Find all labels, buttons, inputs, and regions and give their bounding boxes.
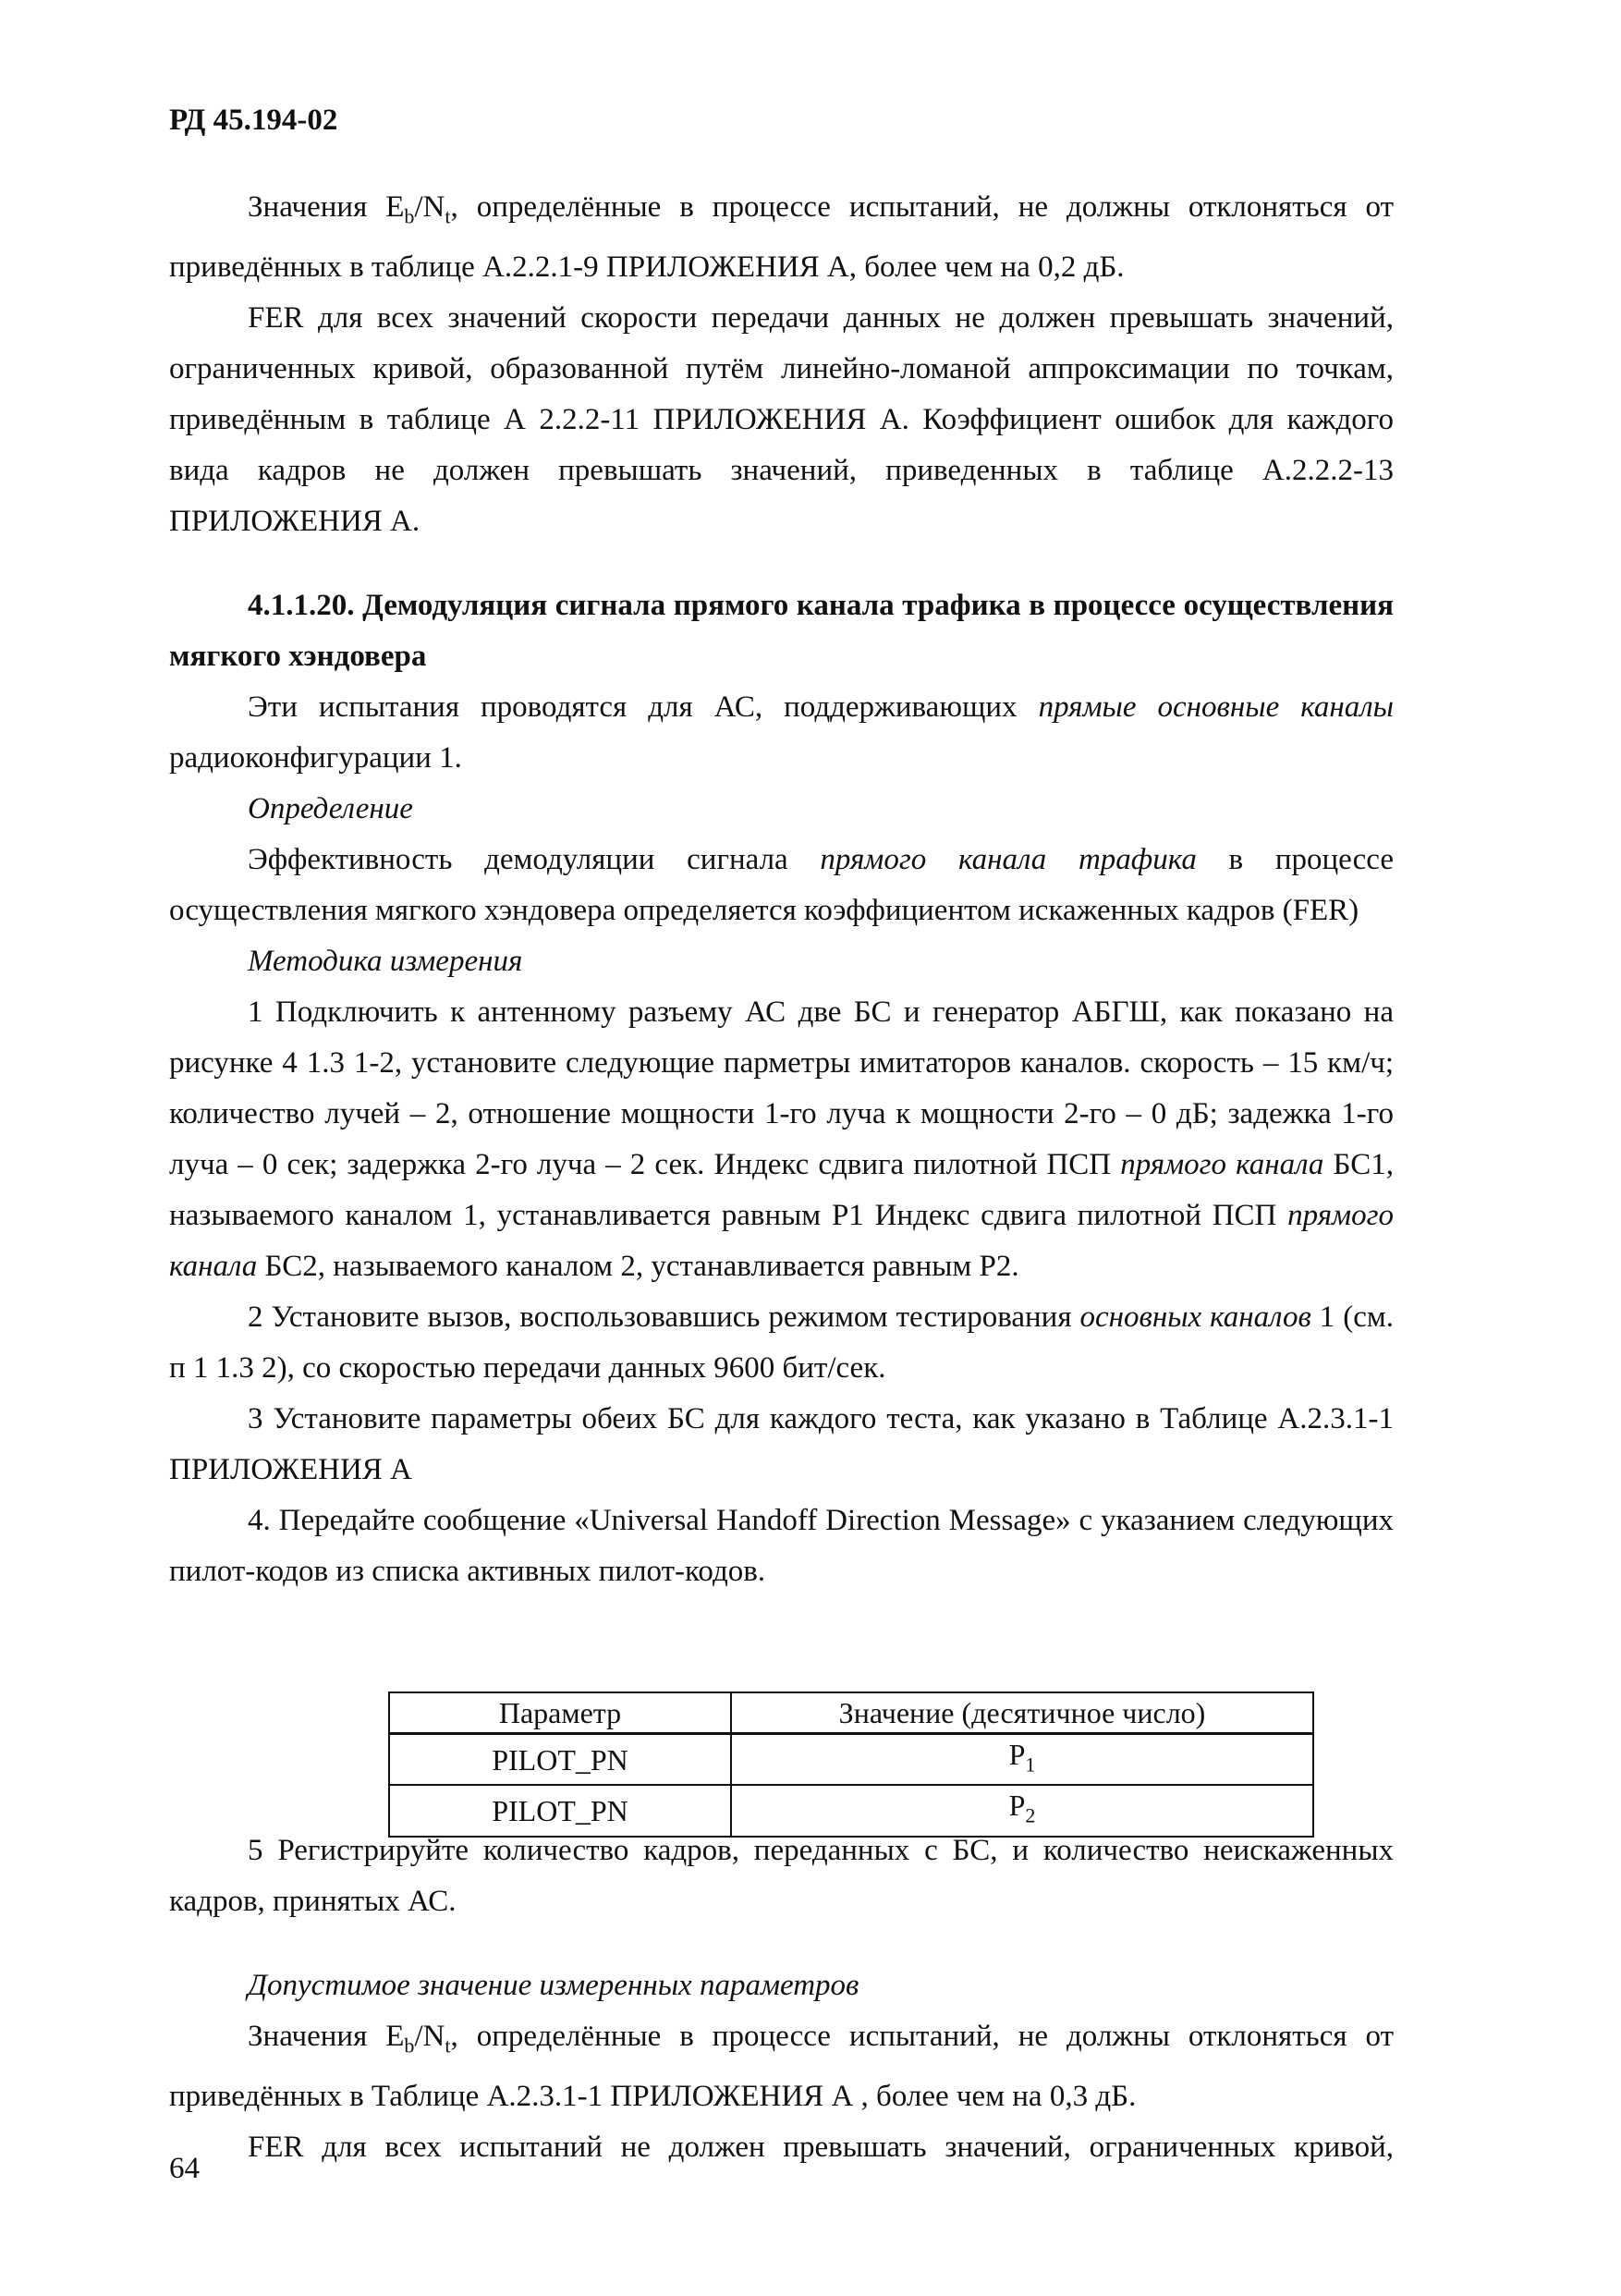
step-2 <box>169 1292 1394 1394</box>
section-4-1-1-20 <box>169 580 1394 1597</box>
document-id-header: РД 45.194-02 <box>169 104 338 137</box>
paragraph-allowed-eb-nt <box>169 2011 1394 2122</box>
text-run: БС2, называемого каналом 2, устанавливается равным P2. <box>257 1250 1019 1283</box>
subscript: b <box>404 2033 415 2058</box>
text-run: P <box>1008 1789 1026 1823</box>
section-heading: 4.1.1.20. Демодуляция сигнала прямого канала трафика в процессе осуществления мягкого хэндовера <box>169 589 1394 673</box>
text-run: Эффективность демодуляции сигнала <box>248 843 821 876</box>
text-run: /N <box>414 190 445 224</box>
text-run: P <box>1008 1738 1026 1771</box>
step-3: 3 Установите параметры обеих БС для каждого теста, как указано в Таблице А.2.3.1-1 ПРИЛОЖЕНИЯ А <box>169 1402 1394 1486</box>
allowed-values-block <box>169 1960 1394 2173</box>
pilot-pn-table <box>388 1691 1314 1838</box>
paragraph-fer-tail: FER для всех испытаний не должен превышать значений, ограниченных кривой, <box>248 2130 1394 2164</box>
paragraph-definition <box>169 835 1394 936</box>
subscript: 2 <box>1025 1803 1036 1827</box>
table-cell-value <box>731 1734 1313 1786</box>
step-5: 5 Регистрируйте количество кадров, переданных с БС, и количество неискаженных кадров, принятых АС. <box>169 1834 1394 1918</box>
text-run: Значения E <box>248 190 405 224</box>
text-run: /N <box>414 2020 445 2053</box>
table-header-cell: Параметр <box>389 1692 731 1734</box>
allowed-values-label: Допустимое значение измеренных параметров <box>248 1969 859 2002</box>
table-row <box>389 1734 1313 1786</box>
text-run: Значения E <box>248 2020 405 2053</box>
method-label: Методика измерения <box>248 945 523 978</box>
subscript: t <box>445 204 451 228</box>
section-4-1-1-20-continued <box>169 1826 1394 1927</box>
italic-term: прямого канала трафика <box>820 843 1197 876</box>
table-header-row <box>389 1692 1313 1734</box>
definition-label: Определение <box>248 792 413 825</box>
italic-term: прямые основные каналы <box>1038 690 1394 724</box>
text-run: , определённые в процессе испытаний, не должны отклоняться от приведённых в таблице А.2.2.1-9 ПРИЛОЖЕНИЯ А, более чем на 0,2 дБ. <box>169 190 1394 284</box>
table-header-cell: Значение (десятичное число) <box>731 1692 1313 1734</box>
text-run: БС1, называемого каналом 1, устанавливается равным P1 Индекс сдвига пилотной ПСП <box>169 1148 1394 1232</box>
subscript: b <box>404 204 415 228</box>
italic-term: основных каналов <box>1079 1301 1311 1334</box>
step-1 <box>169 987 1394 1292</box>
text-run: 2 Установите вызов, воспользовавшись режимом тестирования <box>248 1301 1080 1334</box>
paragraph-fer-limit: FER для всех значений скорости передачи данных не должен превышать значений, ограниченных кривой, образованной путём линейно-ломаной аппроксимации по точкам, приведённым в таблице А 2.2.2-11 ПРИЛОЖЕНИЯ А. Коэффициент ошибок для каждого вида кадров не должен превышать значений, приведенных в таблице А.2.2.2-13 ПРИЛОЖЕНИЯ А. <box>169 300 1394 538</box>
text-run: 1 (см. п 1 1.3 2), со скоростью передачи данных 9600 бит/сек. <box>169 1301 1395 1385</box>
page-number: 64 <box>169 2152 200 2185</box>
paragraph-eb-nt-deviation <box>169 182 1394 293</box>
text-run: в процессе осуществления мягкого хэндовера определяется коэффициентом искаженных кадров (FER) <box>169 843 1394 927</box>
subscript: 1 <box>1025 1753 1036 1777</box>
previous-section-text <box>169 182 1394 547</box>
table-cell-param: PILOT_PN <box>389 1734 731 1786</box>
step-4: 4. Передайте сообщение «Universal Handoff Direction Message» с указанием следующих пилот-кодов из списка активных пилот-кодов. <box>169 1504 1394 1588</box>
subscript: t <box>445 2033 451 2058</box>
text-run: 1 Подключить к антенному разъему АС две БС и генератор АБГШ, как показано на рисунке 4 1.3 1-2, установите следующие парметры имитаторов каналов. скорость – 15 км/ч; количество лучей – 2, отношение мощности 1-го луча к мощности 2-го – 0 дБ; задежка 1-го луча – 0 сек; задержка 2-го луча – 2 сек. Индекс сдвига пилотной ПСП <box>169 995 1394 1181</box>
paragraph-intro <box>169 682 1394 784</box>
table-cell-param: PILOT_PN <box>389 1785 731 1836</box>
text-run: радиоконфигурации 1. <box>169 741 462 775</box>
italic-term: прямого канала <box>169 1199 1394 1283</box>
text-run: Эти испытания проводятся для АС, поддерживающих <box>248 690 1039 724</box>
text-run: , определённые в процессе испытаний, не должны отклоняться от приведённых в Таблице А.2.3.1-1 ПРИЛОЖЕНИЯ А , более чем на 0,3 дБ. <box>169 2020 1394 2113</box>
italic-term: прямого канала <box>1120 1148 1324 1181</box>
